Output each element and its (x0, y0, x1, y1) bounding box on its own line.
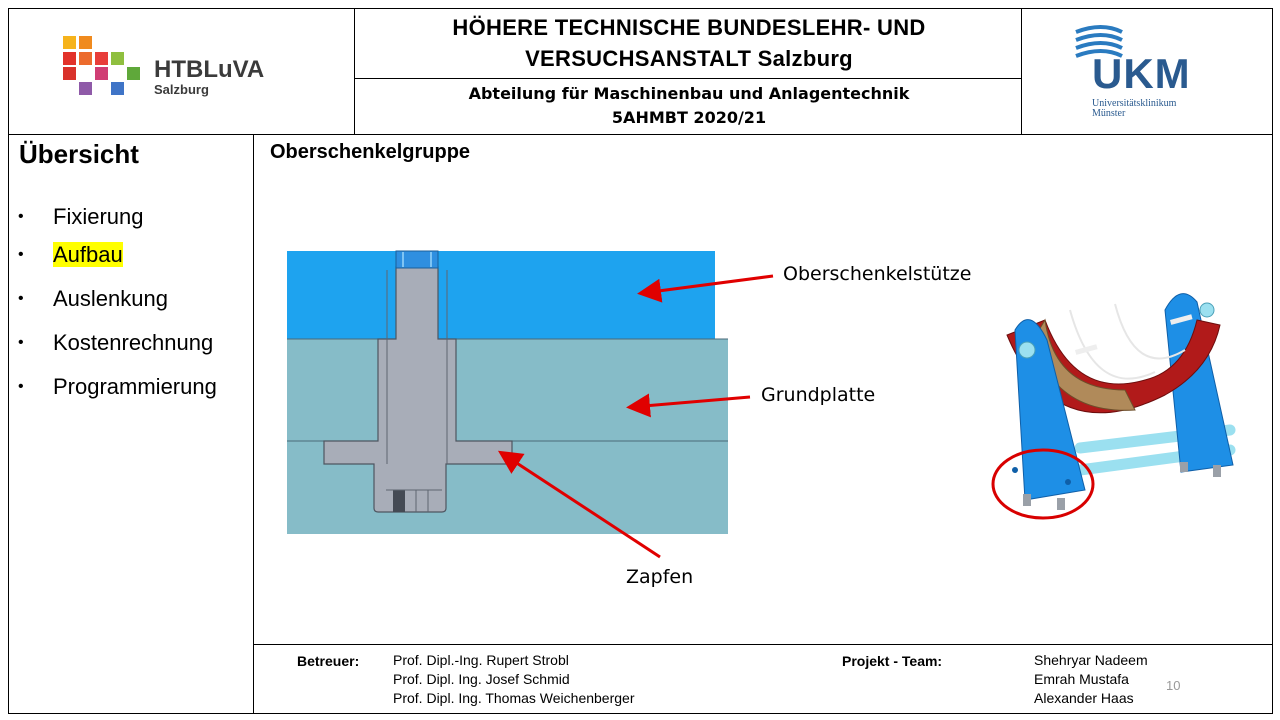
bullet-icon: • (18, 334, 24, 351)
ukm-logo-sub1: Universitätsklinikum (1092, 98, 1177, 109)
sidebar-title: Übersicht (19, 139, 139, 169)
arrow-base (632, 397, 750, 407)
school-title-line1: HÖHERE TECHNISCHE BUNDESLEHR- UND (452, 15, 926, 40)
team-label: Projekt - Team: (842, 653, 943, 669)
arrow-pin (503, 454, 660, 557)
team-member-2: Emrah Mustafa (1034, 671, 1129, 687)
supervisor-3: Prof. Dipl. Ing. Thomas Weichenberger (393, 690, 635, 706)
page-number: 10 (1166, 678, 1181, 693)
school-title-line2: VERSUCHSANSTALT Salzburg (525, 46, 853, 71)
htbluva-logo-name: HTBLuVA (154, 56, 265, 83)
sidebar-item-label: Auslenkung (53, 286, 168, 311)
sidebar-item-label: Fixierung (53, 204, 144, 229)
bullet-icon: • (18, 208, 24, 225)
sidebar-item-label: Aufbau (53, 242, 123, 267)
class-year: 5AHMBT 2020/21 (611, 108, 767, 127)
sidebar-item-label: Programmierung (53, 374, 217, 399)
bullet-icon: • (18, 290, 24, 307)
page-title: Oberschenkelgruppe (270, 141, 471, 163)
label-base: Grundplatte (761, 384, 876, 406)
team-member-3: Alexander Haas (1034, 690, 1134, 706)
ukm-logo-name: UKM (1092, 50, 1191, 97)
sidebar-item-label: Kostenrechnung (53, 330, 214, 355)
supervisors-list (393, 651, 635, 708)
assembly-illustration (985, 280, 1250, 530)
label-support: Oberschenkelstütze (783, 263, 972, 285)
supervisor-2: Prof. Dipl. Ing. Josef Schmid (393, 671, 570, 687)
htbluva-logo-sub: Salzburg (154, 82, 209, 97)
supervisor-1: Prof. Dipl.-Ing. Rupert Strobl (393, 652, 569, 668)
department-name: Abteilung für Maschinenbau und Anlagentechnik (468, 84, 910, 103)
bullet-icon: • (18, 246, 24, 263)
ukm-logo-sub2: Münster (1092, 108, 1126, 119)
label-pin: Zapfen (626, 566, 694, 588)
supervisors-label: Betreuer: (297, 653, 360, 669)
bullet-icon: • (18, 378, 24, 395)
arrow-support (643, 276, 773, 293)
team-list (1034, 651, 1148, 708)
team-member-1: Shehryar Nadeem (1034, 652, 1148, 668)
